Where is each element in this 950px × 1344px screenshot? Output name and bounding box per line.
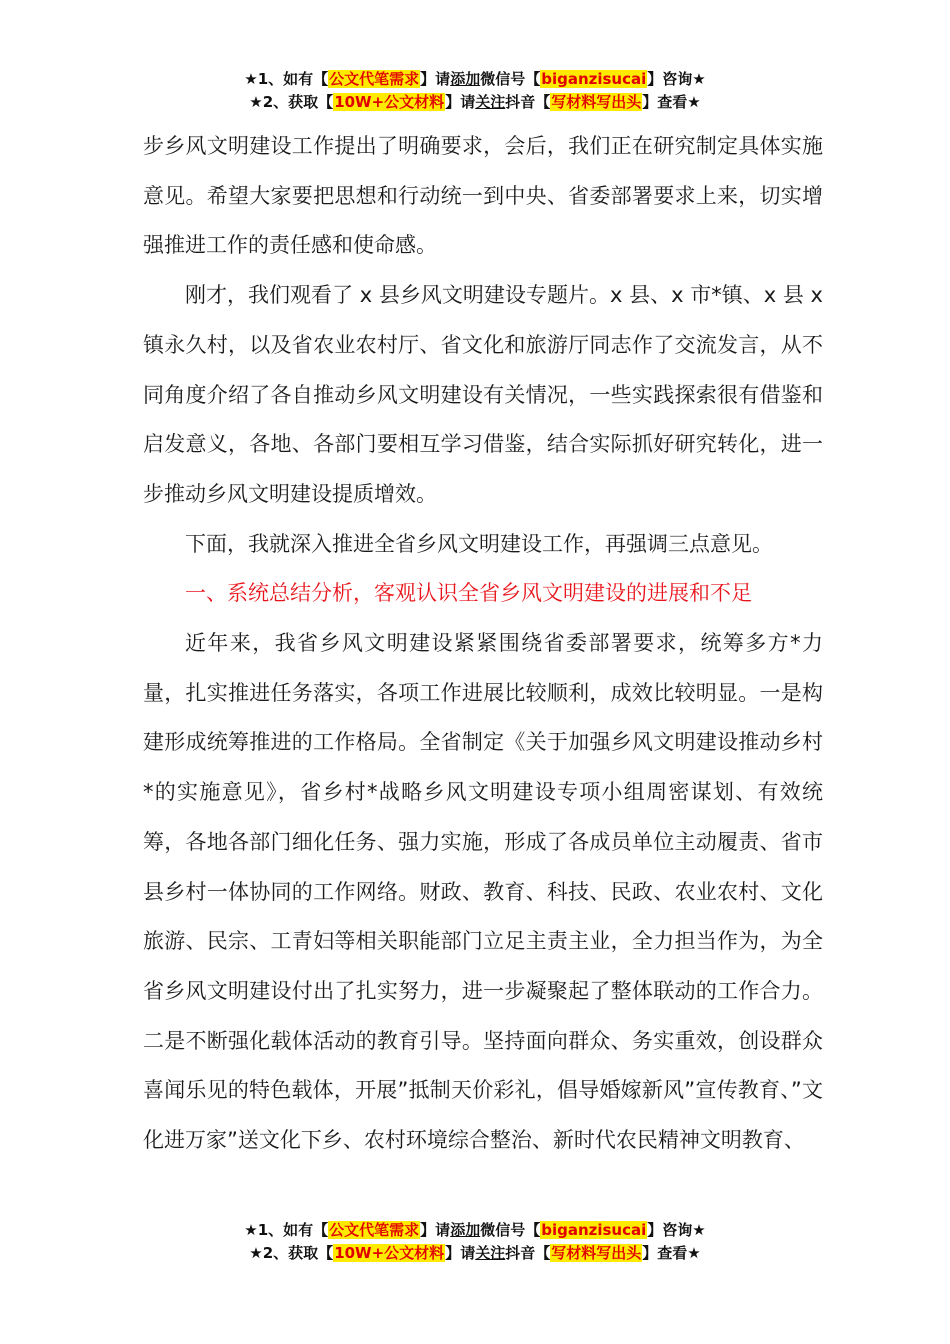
promo-banner-bottom — [0, 1219, 950, 1265]
paragraph: 刚才，我们观看了 x 县乡风文明建设专题片。x 县、x 市*镇、x 县 x 镇永久村，以及省农业农村厅、省文化和旅游厅同志作了交流发言，从不同角度介绍了各自推动乡风文明建设有关情况，一些实践探索很有借鉴和启发意义，各地、各部门要相互学习借鉴，结合实际抓好研究转化，进一步推动乡风文明建设提质增效。 — [143, 283, 823, 506]
promo-line-1: ★1、如有【公文代笔需求】请添加微信号【biganzisucai】咨询★ — [244, 70, 706, 88]
promo-line-1: ★1、如有【公文代笔需求】请添加微信号【biganzisucai】咨询★ — [244, 1221, 706, 1239]
promo-line-2: ★2、获取【10W+公文材料】请关注抖音【写材料写出头】查看★ — [249, 1244, 701, 1262]
promo-line-2: ★2、获取【10W+公文材料】请关注抖音【写材料写出头】查看★ — [249, 93, 701, 111]
paragraph-continued: 步乡风文明建设工作提出了明确要求，会后，我们正在研究制定具体实施意见。希望大家要把思想和行动统一到中央、省委部署要求上来，切实增强推进工作的责任感和使命感。 — [143, 134, 823, 258]
paragraph: 近年来，我省乡风文明建设紧紧围绕省委部署要求，统筹多方*力量，扎实推进任务落实，各项工作进展比较顺利，成效比较明显。一是构建形成统筹推进的工作格局。全省制定《关于加强乡风文明建设推动乡村*的实施意见》，省乡村*战略乡风文明建设专项小组周密谋划、有效统筹，各地各部门细化任务、强力实施，形成了各成员单位主动履责、省市县乡村一体协同的工作网络。财政、教育、科技、民政、农业农村、文化旅游、民宗、工青妇等相关职能部门立足主责主业，全力担当作为，为全省乡风文明建设付出了扎实努力，进一步凝聚起了整体联动的工作合力。二是不断强化载体活动的教育引导。坚持面向群众、务实重效，创设群众喜闻乐见的特色载体，开展”抵制天价彩礼，倡导婚嫁新风”宣传教育、”文化进万家”送文化下乡、农村环境综合整治、新时代农民精神文明教育、 — [143, 631, 823, 1153]
paragraph: 下面，我就深入推进全省乡风文明建设工作，再强调三点意见。 — [185, 531, 773, 556]
document-body — [143, 122, 823, 1166]
promo-banner-top — [0, 68, 950, 114]
section-heading: 一、系统总结分析，客观认识全省乡风文明建设的进展和不足 — [185, 581, 752, 606]
